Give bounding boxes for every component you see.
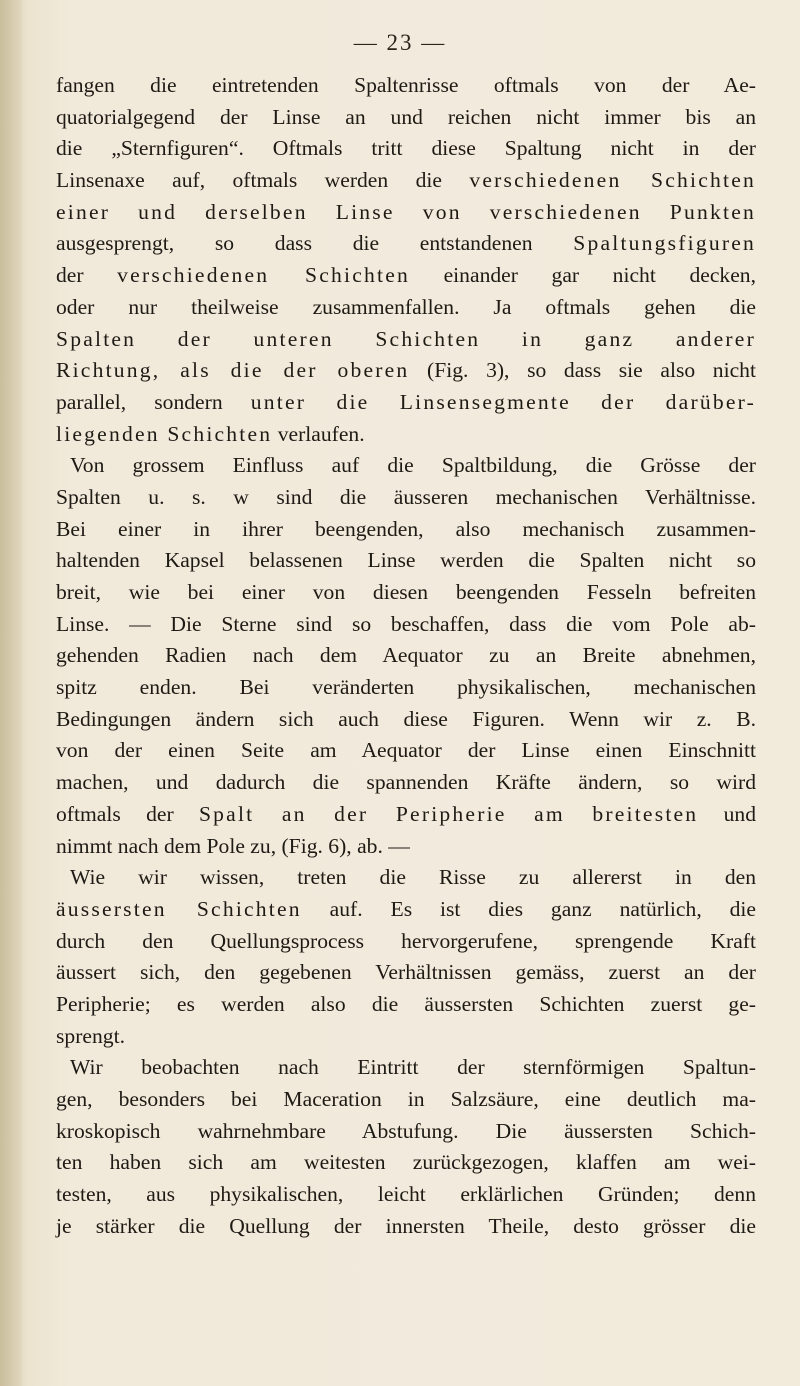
text-segment: auf. Es ist dies ganz natürlich, die: [301, 896, 756, 921]
text-line: [56, 1021, 756, 1053]
text-line: [56, 545, 756, 577]
text-segment: gehenden Radien nach dem Aequator zu an Breite abnehmen,: [56, 643, 756, 668]
text-segment: je stärker die Quellung der innersten Theile, desto grösser die: [56, 1213, 756, 1238]
text-line: [56, 767, 756, 799]
text-line: [56, 1116, 756, 1148]
text-segment: machen, und dadurch die spannenden Kräfte ändern, so wird: [56, 770, 756, 795]
text-segment: spitz enden. Bei veränderten physikalischen, mechanischen: [56, 675, 756, 700]
text-line: [56, 514, 756, 546]
text-line: [56, 704, 756, 736]
text-segment: (Fig. 3), so dass sie also nicht: [409, 358, 756, 383]
text-line: [56, 640, 756, 672]
spaced-emphasis-text: Spalt an der Peripherie am breitesten: [198, 801, 699, 826]
text-line: [56, 926, 756, 958]
text-segment: gen, besonders bei Maceration in Salzsäure, eine deutlich ma-: [56, 1087, 756, 1111]
text-line: [56, 324, 756, 356]
text-segment: sprengt.: [56, 1023, 125, 1048]
text-line: [56, 260, 756, 292]
text-line: [56, 894, 756, 926]
text-line: [56, 355, 756, 387]
spaced-emphasis-text: unter die Linsensegmente der darüber-: [250, 389, 756, 414]
text-line: [56, 292, 756, 324]
text-line: [56, 672, 756, 704]
spaced-emphasis-text: äussersten Schichten: [56, 896, 302, 921]
text-segment: parallel, sondern: [56, 389, 251, 414]
text-segment: ten haben sich am weitesten zurückgezogen, klaffen am wei-: [56, 1150, 756, 1175]
text-line: [56, 1052, 756, 1084]
text-line: [56, 989, 756, 1021]
text-line: [56, 735, 756, 767]
text-line: [56, 197, 756, 229]
text-line: [56, 387, 756, 419]
text-segment: oftmals der: [56, 801, 199, 826]
text-line: [56, 228, 756, 260]
page-gutter-shadow: [0, 0, 22, 1386]
text-line: [56, 957, 756, 989]
text-segment: durch den Quellungsprocess hervorgerufene, sprengende Kraft: [56, 928, 756, 953]
text-line: [56, 70, 756, 102]
text-line: [56, 862, 756, 894]
text-line: [56, 102, 756, 134]
text-segment: testen, aus physikalischen, leicht erklärlichen Gründen; denn: [56, 1182, 756, 1207]
text-line: [56, 831, 756, 863]
text-line: [56, 1179, 756, 1211]
text-line: [56, 165, 756, 197]
text-line: [56, 1147, 756, 1179]
text-segment: verlaufen.: [272, 421, 365, 446]
text-line: [56, 419, 756, 451]
text-segment: nimmt nach dem Pole zu, (Fig. 6), ab. —: [56, 833, 410, 858]
text-segment: und: [698, 801, 757, 826]
spaced-emphasis-text: verschiedenen Schichten: [469, 168, 756, 193]
text-line: [56, 577, 756, 609]
body-text: [56, 70, 756, 1242]
text-segment: ausgesprengt, so dass die entstandenen: [56, 231, 574, 256]
text-segment: die „Sternfiguren“. Oftmals tritt diese Spaltung nicht in der: [56, 136, 756, 161]
text-segment: Wie wir wissen, treten die Risse zu allererst in den: [70, 865, 756, 890]
text-segment: Peripherie; es werden also die äussersten Schichten zuerst ge-: [56, 991, 756, 1016]
text-segment: Wir beobachten nach Eintritt der sternförmigen Spaltun-: [70, 1055, 756, 1080]
text-segment: Spalten u. s. w sind die äusseren mechanischen Verhältnisse.: [56, 484, 756, 509]
text-line: [56, 1084, 756, 1116]
text-segment: haltenden Kapsel belassenen Linse werden die Spalten nicht so: [56, 548, 756, 573]
text-line: [56, 1211, 756, 1243]
page-number: — 23 —: [353, 30, 447, 55]
text-segment: Bedingungen ändern sich auch diese Figuren. Wenn wir z. B.: [56, 706, 756, 731]
text-segment: einander gar nicht decken,: [410, 263, 756, 288]
text-segment: der: [56, 263, 118, 288]
text-segment: oder nur theilweise zusammenfallen. Ja oftmals gehen die: [56, 294, 756, 319]
spaced-emphasis-text: verschiedenen Schichten: [117, 263, 411, 288]
spaced-emphasis-text: einer und derselben Linse von verschiedenen Punkten: [56, 199, 756, 224]
text-line: [56, 450, 756, 482]
text-segment: Von grossem Einfluss auf die Spaltbildung, die Grösse der: [70, 453, 756, 478]
spaced-emphasis-text: Spaltungsfiguren: [573, 231, 756, 256]
text-segment: Bei einer in ihrer beengenden, also mechanisch zusammen-: [56, 516, 756, 541]
text-line: [56, 609, 756, 641]
text-segment: Linsenaxe auf, oftmals werden die: [56, 168, 470, 193]
text-segment: von der einen Seite am Aequator der Linse einen Einschnitt: [56, 738, 756, 763]
text-line: [56, 482, 756, 514]
text-segment: Linse. — Die Sterne sind so beschaffen, dass die vom Pole ab-: [56, 611, 756, 636]
spaced-emphasis-text: Richtung, als die der oberen: [56, 358, 410, 383]
spaced-emphasis-text: Spalten der unteren Schichten in ganz anderer: [56, 326, 756, 351]
text-segment: fangen die eintretenden Spaltenrisse oftmals von der Ae-: [56, 73, 756, 97]
text-segment: äussert sich, den gegebenen Verhältnissen gemäss, zuerst an der: [56, 960, 756, 985]
text-segment: kroskopisch wahrnehmbare Abstufung. Die äussersten Schich-: [56, 1118, 756, 1143]
text-segment: breit, wie bei einer von diesen beengenden Fesseln befreiten: [56, 580, 756, 604]
text-line: [56, 133, 756, 165]
spaced-emphasis-text: liegenden Schichten: [56, 421, 273, 446]
text-segment: quatorialgegend der Linse an und reichen nicht immer bis an: [56, 104, 756, 129]
text-line: [56, 799, 756, 831]
